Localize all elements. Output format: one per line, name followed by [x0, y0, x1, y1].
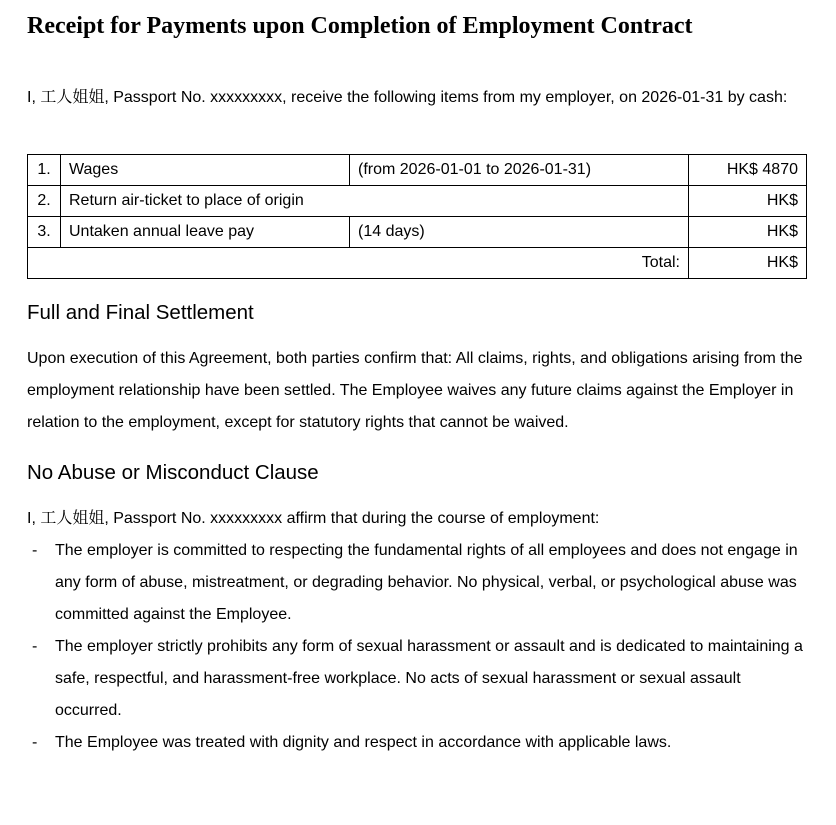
- payment-table: [27, 154, 807, 279]
- item-label: Wages: [61, 155, 350, 186]
- table-row-wages: [28, 155, 807, 186]
- section-heading-settlement: Full and Final Settlement: [27, 301, 254, 324]
- settlement-paragraph: Upon execution of this Agreement, both parties confirm that: All claims, rights, and obligations arising from the employment relationship have been settled. The Employee waives any future claims against the Employer in relation to the employment, except for statutory rights that cannot be waived.: [27, 350, 803, 431]
- item-label: Return air-ticket to place of origin: [61, 186, 689, 217]
- item-detail: (14 days): [350, 217, 689, 248]
- dash-bullet: -: [32, 542, 38, 559]
- section-heading-no-abuse: No Abuse or Misconduct Clause: [27, 461, 319, 484]
- dash-bullet: -: [32, 734, 38, 751]
- item-detail: (from 2026-01-01 to 2026-01-31): [350, 155, 689, 186]
- total-amount: HK$: [689, 248, 807, 279]
- table-row-air-ticket: [28, 186, 807, 217]
- list-item-no-harassment: [27, 631, 806, 727]
- dash-bullet: -: [32, 638, 38, 655]
- list-item-dignity: [27, 727, 806, 759]
- row-number: 1.: [28, 155, 61, 186]
- total-label: Total:: [28, 248, 689, 279]
- document-title: Receipt for Payments upon Completion of Employment Contract: [27, 13, 693, 39]
- table-row-total: [28, 248, 807, 279]
- list-item-text: The Employee was treated with dignity and respect in accordance with applicable laws.: [55, 734, 672, 751]
- item-amount: HK$: [689, 186, 807, 217]
- row-number: 3.: [28, 217, 61, 248]
- affirmation-paragraph: I, 工人姐姐, Passport No. xxxxxxxxx affirm that during the course of employment:: [27, 510, 600, 527]
- list-item-no-abuse: [27, 535, 806, 631]
- item-label: Untaken annual leave pay: [61, 217, 350, 248]
- clause-list: [27, 535, 806, 759]
- item-amount: HK$: [689, 217, 807, 248]
- list-item-text: The employer is committed to respecting the fundamental rights of all employees and does not engage in any form of abuse, mistreatment, or degrading behavior. No physical, verbal, or psychological abuse was committed against the Employee.: [55, 542, 798, 623]
- intro-paragraph: I, 工人姐姐, Passport No. xxxxxxxxx, receive the following items from my employer, on 2026-01-31 by cash:: [27, 89, 788, 106]
- row-number: 2.: [28, 186, 61, 217]
- item-amount: HK$ 4870: [689, 155, 807, 186]
- list-item-text: The employer strictly prohibits any form of sexual harassment or assault and is dedicated to maintaining a safe, respectful, and harassment-free workplace. No acts of sexual harassment or sexual assault occurred.: [55, 638, 803, 719]
- table-row-annual-leave: [28, 217, 807, 248]
